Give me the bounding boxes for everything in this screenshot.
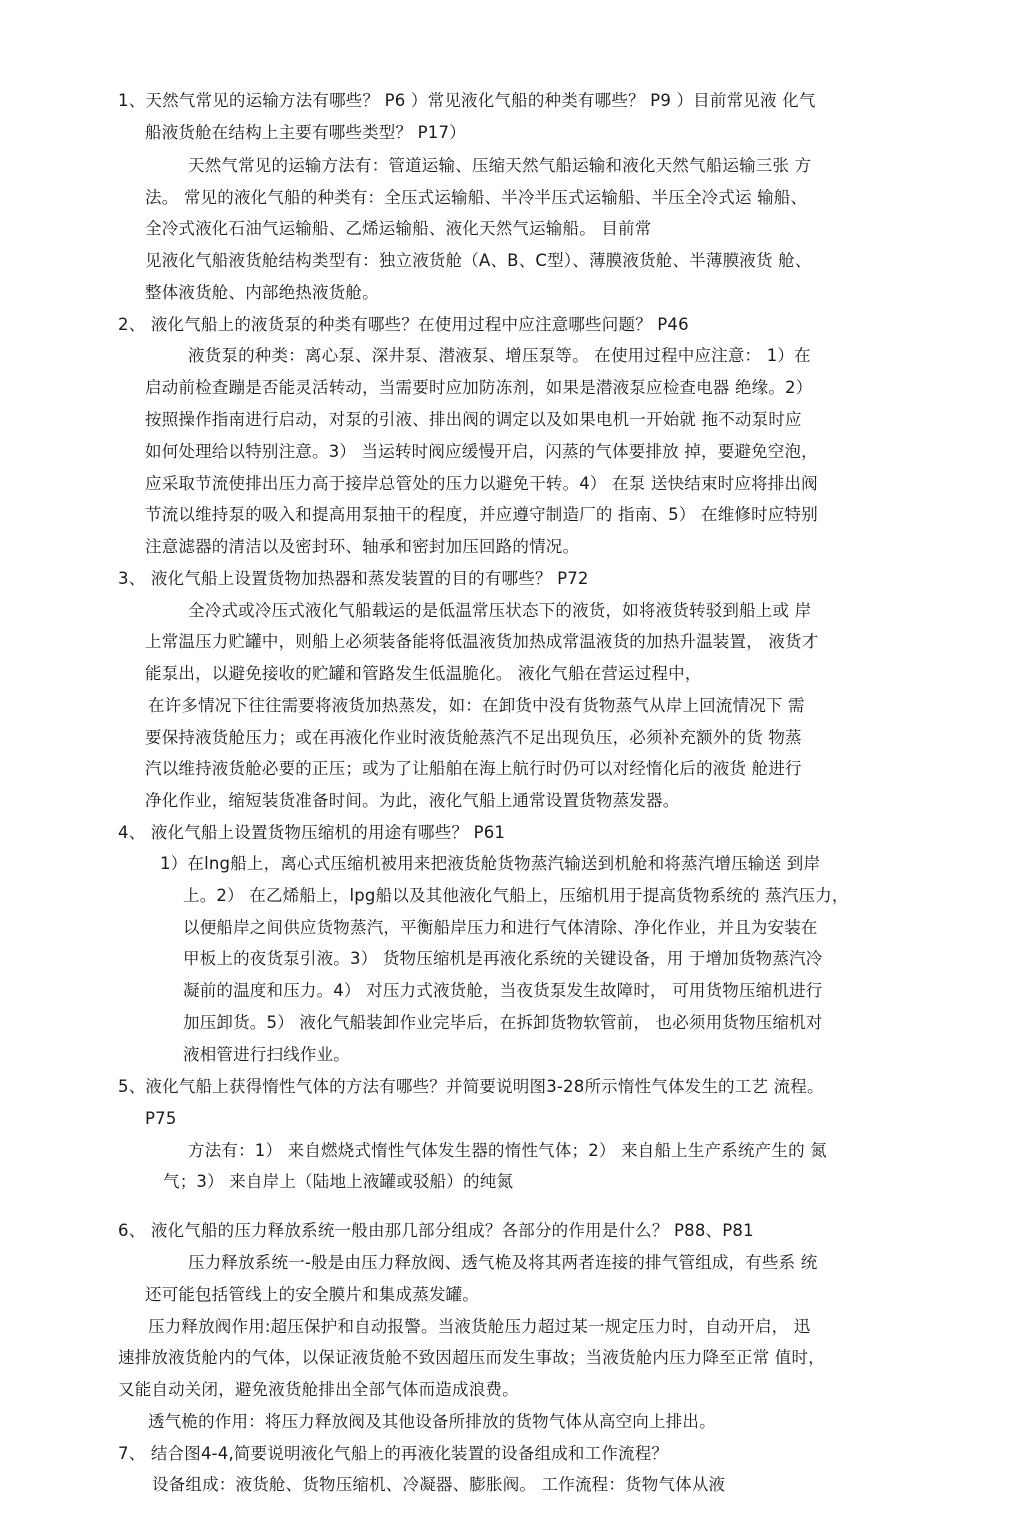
answer-3-line-5: 要保持液货舱压力；或在再液化作业时液货舱蒸汽不足出现负压，必须补充额外的货 物蒸: [145, 728, 802, 747]
answer-5-line-1: 方法有：1） 来自燃烧式惰性气体发生器的惰性气体；2） 来自船上生产系统产生的 氮: [188, 1141, 827, 1160]
question-4: 4、 液化气船上设置货物压缩机的用途有哪些？ P61: [118, 823, 506, 842]
answer-1-line-3: 全冷式液化石油气运输船、乙烯运输船、液化天然气运输船。 目前常: [145, 219, 652, 238]
answer-2-line-3: 按照操作指南进行启动，对泵的引液、排出阀的调定以及如果电机一开始就 拖不动泵时应: [145, 410, 802, 429]
answer-3-line-7: 净化作业，缩短装货准备时间。为此，液化气船上通常设置货物蒸发器。: [145, 791, 680, 810]
answer-4-line-3: 以便船岸之间供应货物蒸汽，平衡船岸压力和进行气体清除、净化作业，并且为安装在: [183, 918, 818, 937]
answer-6-line-4: 速排放液货舱内的气体，以保证液货舱不致因超压而发生事故；当液货舱内压力降至正常 值时，: [118, 1348, 825, 1367]
answer-4-line-1: 1）在lng船上，离心式压缩机被用来把液货舱货物蒸汽输送到机舱和将蒸汽增压输送 到岸: [160, 854, 821, 873]
answer-4-line-2: 上。2） 在乙烯船上，lpg船以及其他液化气船上，压缩机用于提高货物系统的 蒸汽压力，: [183, 886, 849, 905]
answer-4-line-5: 凝前的温度和压力。4） 对压力式液货舱，当夜货泵发生故障时， 可用货物压缩机进行: [183, 981, 823, 1000]
question-1-line-1: 1、天然气常见的运输方法有哪些？ P6 ）常见液化气船的种类有哪些？ P9 ）目前常见液 化气: [118, 91, 816, 110]
answer-1-line-2: 法。 常见的液化气船的种类有：全压式运输船、半冷半压式运输船、半压全冷式运 输船、: [145, 188, 808, 207]
answer-4-line-7: 液相管进行扫线作业。: [183, 1045, 350, 1064]
question-7: 7、 结合图4-4,简要说明液化气船上的再液化装置的设备组成和工作流程？: [118, 1444, 669, 1463]
answer-2-line-6: 节流以维持泵的吸入和提高用泵抽干的程度，并应遵守制造厂的 指南、5） 在维修时应特别: [145, 505, 818, 524]
answer-3-line-2: 上常温压力贮罐中，则船上必须装备能将低温液货加热成常温液货的加热升温装置， 液货才: [145, 632, 819, 651]
answer-5-line-2: 气；3） 来自岸上（陆地上液罐或驳船）的纯氮: [163, 1172, 514, 1191]
answer-4-line-4: 甲板上的夜货泵引液。3） 货物压缩机是再液化系统的关键设备，用 于增加货物蒸汽冷: [183, 949, 823, 968]
answer-2-line-5: 应采取节流使排出压力高于接岸总管处的压力以避免干转。4） 在泵 送快结束时应将排出阀: [145, 474, 818, 493]
answer-6-line-5: 又能自动关闭，避免液货舱排出全部气体而造成浪费。: [118, 1380, 519, 1399]
answer-1-line-5: 整体液货舱、内部绝热液货舱。: [145, 283, 379, 302]
answer-2-line-4: 如何处理给以特别注意。3） 当运转时阀应缓慢开启，闪蒸的气体要排放 掉，要避免空泡，: [145, 442, 818, 461]
question-5-line-2: P75: [145, 1109, 177, 1128]
answer-1-line-1: 天然气常见的运输方法有：管道运输、压缩天然气船运输和液化天然气船运输三张 方: [188, 156, 812, 175]
answer-6-line-3: 压力释放阀作用:超压保护和自动报警。当液货舱压力超过某一规定压力时，自动开启， 迅: [148, 1317, 811, 1336]
answer-3-line-1: 全冷式或冷压式液化气船载运的是低温常压状态下的液货，如将液货转驳到船上或 岸: [188, 601, 812, 620]
question-6: 6、 液化气船的压力释放系统一般由那几部分组成？各部分的作用是什么？ P88、P81: [118, 1221, 754, 1240]
answer-1-line-4: 见液化气船液货舱结构类型有：独立液货舱（A、B、C型）、薄膜液货舱、半薄膜液货 舱、: [145, 251, 812, 270]
question-1-line-2: 船液货舱在结构上主要有哪些类型？ P17）: [145, 123, 466, 142]
answer-4-line-6: 加压卸货。5） 液化气船装卸作业完毕后，在拆卸货物软管前， 也必须用货物压缩机对: [183, 1013, 823, 1032]
answer-3-line-3: 能泵出，以避免接收的贮罐和管路发生低温脆化。 液化气船在营运过程中，: [145, 664, 702, 683]
question-3: 3、 液化气船上设置货物加热器和蒸发装置的目的有哪些？ P72: [118, 569, 589, 588]
answer-7-line-1: 设备组成：液货舱、货物压缩机、冷凝器、膨胀阀。 工作流程：货物气体从液: [152, 1475, 726, 1494]
answer-6-line-1: 压力释放系统一-般是由压力释放阀、透气桅及将其两者连接的排气管组成，有些系 统: [188, 1253, 818, 1272]
answer-6-line-2: 还可能包括管线上的安全膜片和集成蒸发罐。: [145, 1285, 479, 1304]
answer-2-line-7: 注意滤器的清洁以及密封环、轴承和密封加压回路的情况。: [145, 537, 580, 556]
question-5-line-1: 5、液化气船上获得惰性气体的方法有哪些？并简要说明图3-28所示惰性气体发生的工艺 流程。: [118, 1077, 824, 1096]
answer-2-line-2: 启动前检查蹦是否能灵活转动，当需要时应加防冻剂，如果是潜液泵应检查电器 绝缘。2）: [145, 378, 813, 397]
answer-3-line-4: 在许多情况下往往需要将液货加热蒸发，如：在卸货中没有货物蒸气从岸上回流情况下 需: [148, 696, 805, 715]
answer-2-line-1: 液货泵的种类：离心泵、深井泵、潜液泵、增压泵等。 在使用过程中应注意： 1）在: [188, 346, 811, 365]
answer-3-line-6: 汽以维持液货舱必要的正压；或为了让船舶在海上航行时仍可以对经惰化后的液货 舱进行: [145, 759, 802, 778]
question-2: 2、 液化气船上的液货泵的种类有哪些？在使用过程中应注意哪些问题？ P46: [118, 315, 689, 334]
answer-6-line-6: 透气桅的作用：将压力释放阀及其他设备所排放的货物气体从高空向上排出。: [148, 1412, 716, 1431]
